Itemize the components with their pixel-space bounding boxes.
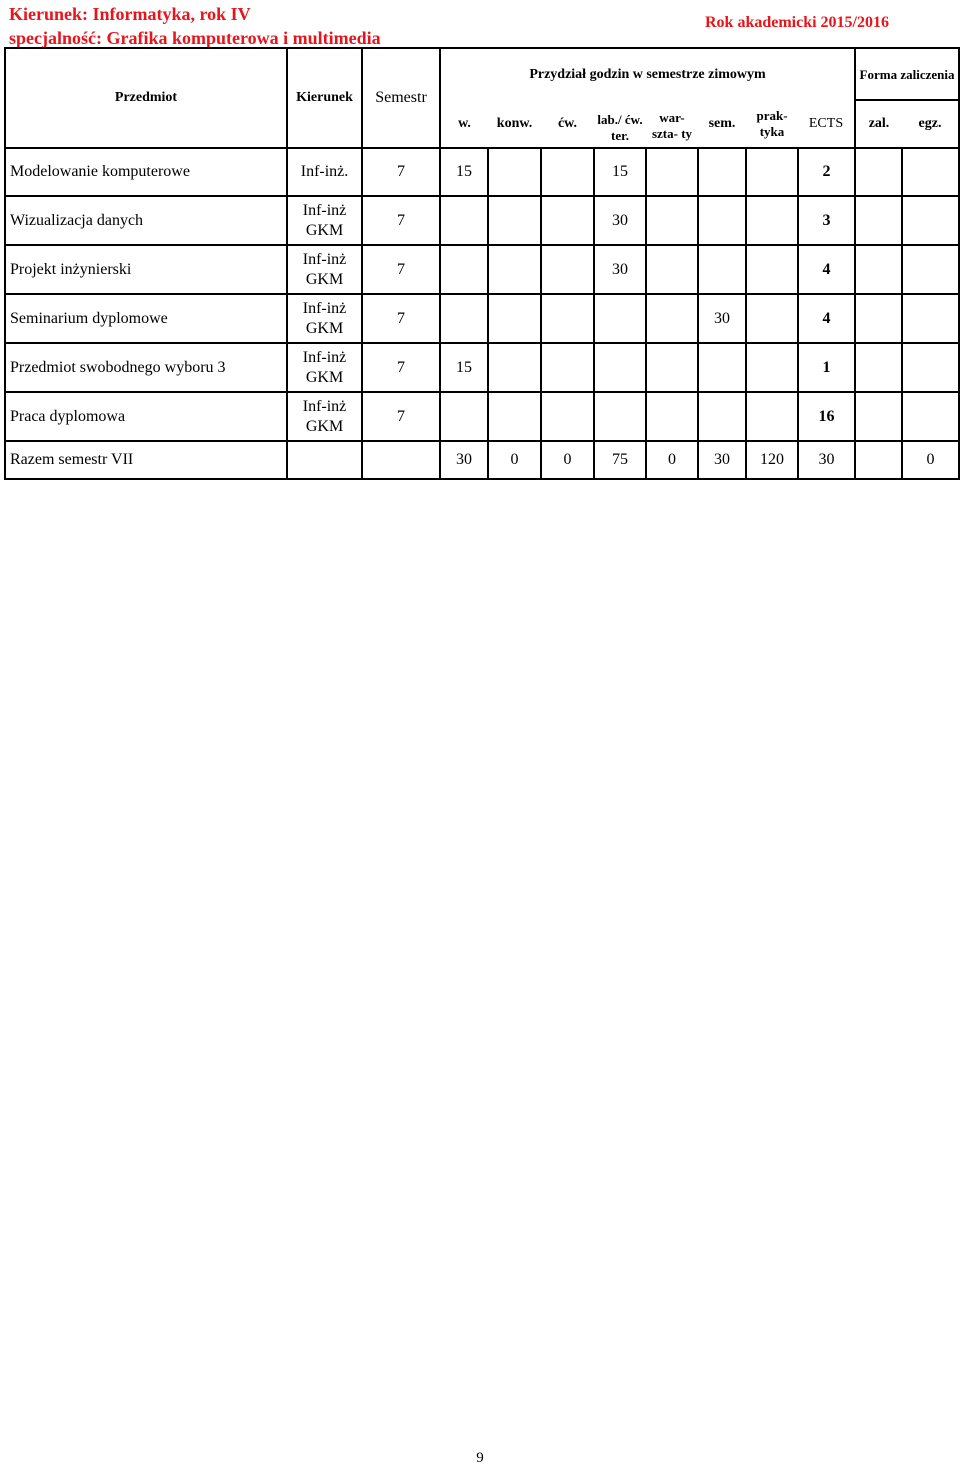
cell-sem — [698, 343, 746, 392]
cell-semestr: 7 — [362, 148, 440, 196]
cell-sem — [698, 196, 746, 245]
cell-ects: 4 — [798, 294, 855, 343]
cell-konw — [488, 245, 541, 294]
header-przydzial-godzin: Przydział godzin w semestrze zimowym — [440, 48, 855, 100]
header-forma-zaliczenia: Forma zaliczenia — [855, 48, 959, 100]
cell-egz — [902, 392, 959, 441]
cell-zal — [855, 392, 902, 441]
total-praktyka: 120 — [746, 441, 798, 479]
kierunek-line-1: Inf-inż — [302, 397, 347, 415]
total-lab: 75 — [594, 441, 646, 479]
cell-kierunek — [287, 196, 362, 245]
cell-kierunek — [287, 148, 362, 196]
cell-lab — [594, 294, 646, 343]
cell-w: 15 — [440, 148, 488, 196]
cell-warsztaty — [646, 294, 698, 343]
table-row — [5, 196, 959, 245]
cell-przedmiot: Projekt inżynierski — [5, 245, 287, 294]
cell-praktyka — [746, 148, 798, 196]
total-konw: 0 — [488, 441, 541, 479]
header-w: w. — [440, 100, 488, 148]
cell-zal — [855, 148, 902, 196]
cell-warsztaty — [646, 392, 698, 441]
cell-cw — [541, 294, 594, 343]
kierunek-line-1: Inf-inż — [302, 201, 347, 219]
kierunek-line-2: GKM — [305, 319, 344, 337]
cell-kierunek — [287, 343, 362, 392]
cell-przedmiot: Modelowanie komputerowe — [5, 148, 287, 196]
cell-semestr: 7 — [362, 392, 440, 441]
cell-konw — [488, 294, 541, 343]
cell-kierunek — [287, 392, 362, 441]
kierunek-line-1: Inf-inż. — [300, 163, 349, 180]
header-sem: sem. — [698, 100, 746, 148]
cell-w — [440, 294, 488, 343]
header-zal: zal. — [855, 100, 902, 148]
table-row — [5, 343, 959, 392]
cell-praktyka — [746, 245, 798, 294]
header-warsztaty: war- szta- ty — [646, 100, 698, 148]
header-kierunek: Kierunek — [287, 48, 362, 148]
total-cw: 0 — [541, 441, 594, 479]
cell-przedmiot: Praca dyplomowa — [5, 392, 287, 441]
header-cw: ćw. — [541, 100, 594, 148]
cell-sem: 30 — [698, 294, 746, 343]
cell-przedmiot: Seminarium dyplomowe — [5, 294, 287, 343]
cell-egz — [902, 196, 959, 245]
header-kierunek: Kierunek: Informatyka, rok IV — [9, 4, 251, 24]
header-praktyka: prak- tyka — [746, 100, 798, 148]
cell-warsztaty — [646, 196, 698, 245]
table-row — [5, 392, 959, 441]
cell-lab — [594, 343, 646, 392]
cell-ects: 16 — [798, 392, 855, 441]
cell-egz — [902, 245, 959, 294]
cell-sem — [698, 245, 746, 294]
schedule-table — [4, 47, 960, 480]
cell-cw — [541, 148, 594, 196]
cell-semestr: 7 — [362, 245, 440, 294]
cell-konw — [488, 196, 541, 245]
cell-egz — [902, 294, 959, 343]
cell-zal — [855, 196, 902, 245]
cell-konw — [488, 148, 541, 196]
table-header-row-1 — [5, 48, 959, 100]
cell-warsztaty — [646, 343, 698, 392]
header-specjalnosc: specjalność: Grafika komputerowa i multimedia — [9, 28, 381, 48]
cell-zal — [855, 343, 902, 392]
cell-semestr: 7 — [362, 343, 440, 392]
cell-semestr: 7 — [362, 294, 440, 343]
cell-cw — [541, 343, 594, 392]
kierunek-line-2: GKM — [305, 270, 344, 288]
cell-cw — [541, 196, 594, 245]
cell-kierunek — [287, 294, 362, 343]
kierunek-line-2: GKM — [305, 368, 344, 386]
kierunek-line-2: GKM — [305, 417, 344, 435]
cell-egz — [902, 343, 959, 392]
table-row — [5, 245, 959, 294]
total-w: 30 — [440, 441, 488, 479]
cell-praktyka — [746, 392, 798, 441]
cell-cw — [541, 392, 594, 441]
header-konw: konw. — [488, 100, 541, 148]
cell-egz — [902, 148, 959, 196]
total-row — [5, 441, 959, 479]
cell-lab: 30 — [594, 196, 646, 245]
cell-sem — [698, 148, 746, 196]
header-lab: lab./ ćw. ter. — [594, 100, 646, 148]
cell-warsztaty — [646, 245, 698, 294]
page-number: 9 — [476, 1450, 484, 1466]
header-przedmiot: Przedmiot — [5, 48, 287, 148]
cell-cw — [541, 245, 594, 294]
cell-zal — [855, 294, 902, 343]
cell-ects: 1 — [798, 343, 855, 392]
header-academic-year: Rok akademicki 2015/2016 — [704, 14, 889, 31]
cell-lab: 15 — [594, 148, 646, 196]
header-semestr: Semestr — [362, 48, 440, 148]
cell-praktyka — [746, 294, 798, 343]
cell-w — [440, 245, 488, 294]
total-label: Razem semestr VII — [5, 441, 287, 479]
total-semestr — [362, 441, 440, 479]
cell-warsztaty — [646, 148, 698, 196]
cell-lab: 30 — [594, 245, 646, 294]
kierunek-line-1: Inf-inż — [302, 299, 347, 317]
cell-ects: 2 — [798, 148, 855, 196]
cell-przedmiot: Przedmiot swobodnego wyboru 3 — [5, 343, 287, 392]
cell-kierunek — [287, 245, 362, 294]
total-sem: 30 — [698, 441, 746, 479]
cell-sem — [698, 392, 746, 441]
total-zal — [855, 441, 902, 479]
table-row — [5, 148, 959, 196]
cell-praktyka — [746, 196, 798, 245]
cell-w — [440, 392, 488, 441]
cell-ects: 4 — [798, 245, 855, 294]
kierunek-line-1: Inf-inż — [302, 348, 347, 366]
cell-ects: 3 — [798, 196, 855, 245]
header-egz: egz. — [902, 100, 959, 148]
table-row — [5, 294, 959, 343]
cell-lab — [594, 392, 646, 441]
kierunek-line-1: Inf-inż — [302, 250, 347, 268]
total-ects: 30 — [798, 441, 855, 479]
cell-konw — [488, 392, 541, 441]
document-header — [9, 2, 381, 50]
total-kierunek — [287, 441, 362, 479]
cell-semestr: 7 — [362, 196, 440, 245]
header-ects: ECTS — [798, 100, 855, 148]
cell-przedmiot: Wizualizacja danych — [5, 196, 287, 245]
kierunek-line-2: GKM — [305, 221, 344, 239]
cell-konw — [488, 343, 541, 392]
cell-zal — [855, 245, 902, 294]
cell-praktyka — [746, 343, 798, 392]
total-egz: 0 — [902, 441, 959, 479]
cell-w: 15 — [440, 343, 488, 392]
cell-w — [440, 196, 488, 245]
total-warsztaty: 0 — [646, 441, 698, 479]
